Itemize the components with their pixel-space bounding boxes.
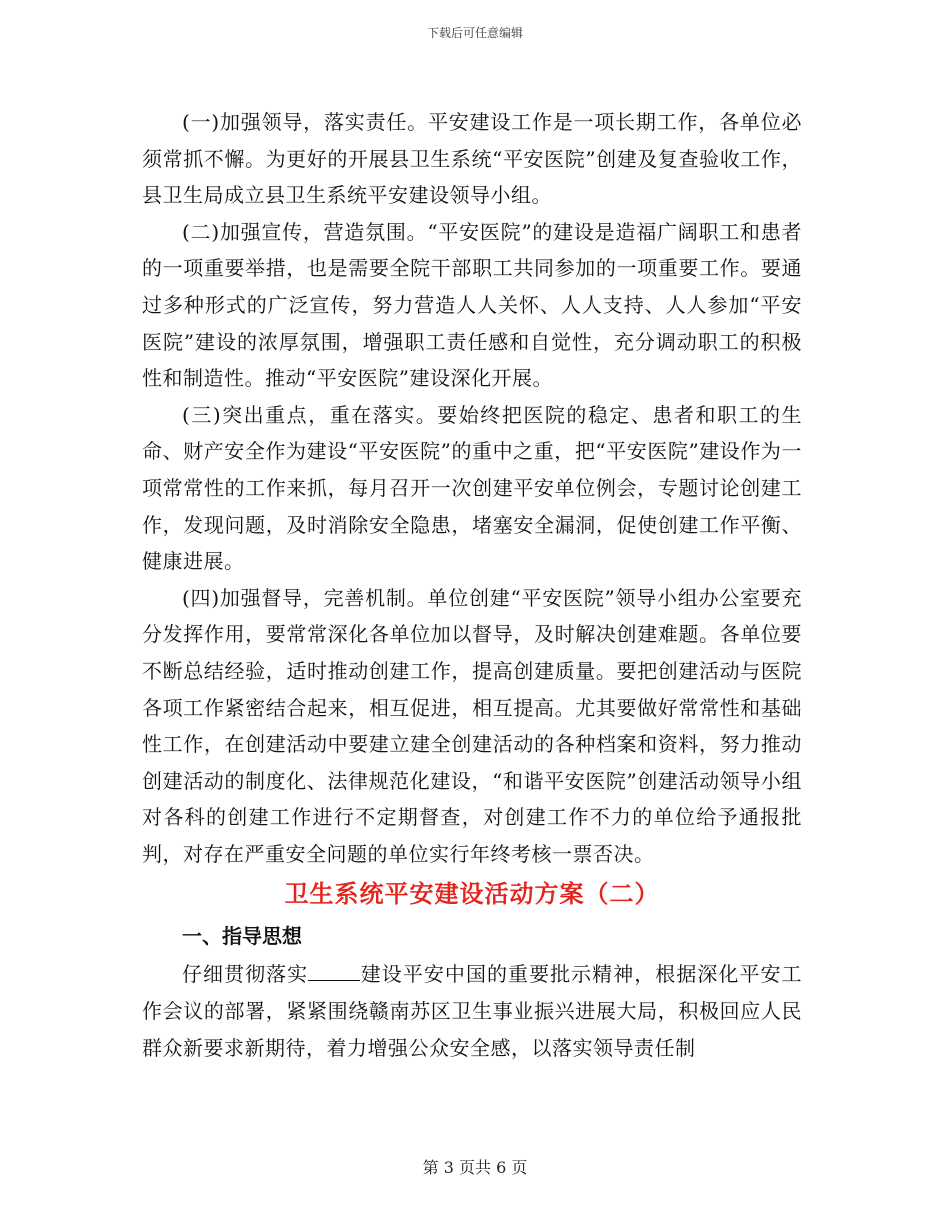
paragraph-focus: (三)突出重点，重在落实。要始终把医院的稳定、患者和职工的生命、财产安全作为建设“平安医院”的重中之重，把“平安医院”建设作为一项常常性的工作来抓，每月召开一次创建平安单位例会，专题讨论创建工作，发现问题，及时消除安全隐患，堵塞安全漏洞，促使创建工作平衡、健康进展。 xyxy=(142,402,802,574)
document-title: 卫生系统平安建设活动方案（二） xyxy=(284,879,660,909)
header-note: 下载后可任意编辑 xyxy=(426,26,523,40)
paragraph-supervision: (四)加强督导，完善机制。单位创建“平安医院”领导小组办公室要充分发挥作用，要常常深化各单位加以督导，及时解决创建难题。各单位要不断总结经验，适时推动创建工作，提高创建质量。要把创建活动与医院各项工作紧密结合起来，相互促进，相互提高。尤其要做好常常性和基础性工作，在创建活动中要建立建全创建活动的各种档案和资料，努力推动创建活动的制度化、法律规范化建设，“和谐平安医院”创建活动领导小组对各科的创建工作进行不定期督查，对创建工作不力的单位给予通报批判，对存在严重安全问题的单位实行年终考核一票否决。 xyxy=(142,585,802,866)
section-heading-guiding-thought: 一、指导思想 xyxy=(182,924,302,949)
fill-in-blank xyxy=(308,962,360,981)
text-after-blank: 建设平安中国的重要批示精神，根据深化平安工作会议的部署，紧紧围绕赣南苏区卫生事业振兴进展大局，积极回应人民群众新要求新期待，着力增强公众安全感，以落实领导责任制 xyxy=(142,962,803,1060)
paragraph-publicity: (二)加强宣传，营造氛围。“平安医院”的建设是造福广阔职工和患者的一项重要举措，也是需要全院干部职工共同参加的一项重要工作。要通过多种形式的广泛宣传，努力营造人人关怀、人人支持、人人参加“平安医院”建设的浓厚氛围，增强职工责任感和自觉性，充分调动职工的积极性和制造性。推动“平安医院”建设深化开展。 xyxy=(142,219,802,391)
paragraph-guiding-thought xyxy=(142,956,802,1066)
paragraph-leadership: (一)加强领导，落实责任。平安建设工作是一项长期工作，各单位必须常抓不懈。为更好的开展县卫生系统“平安医院”创建及复查验收工作，县卫生局成立县卫生系统平安建设领导小组。 xyxy=(142,110,802,208)
page-number: 第 3 页共 6 页 xyxy=(422,1158,528,1177)
document-body xyxy=(142,104,802,1066)
text-before-blank: 仔细贯彻落实 xyxy=(182,962,309,987)
